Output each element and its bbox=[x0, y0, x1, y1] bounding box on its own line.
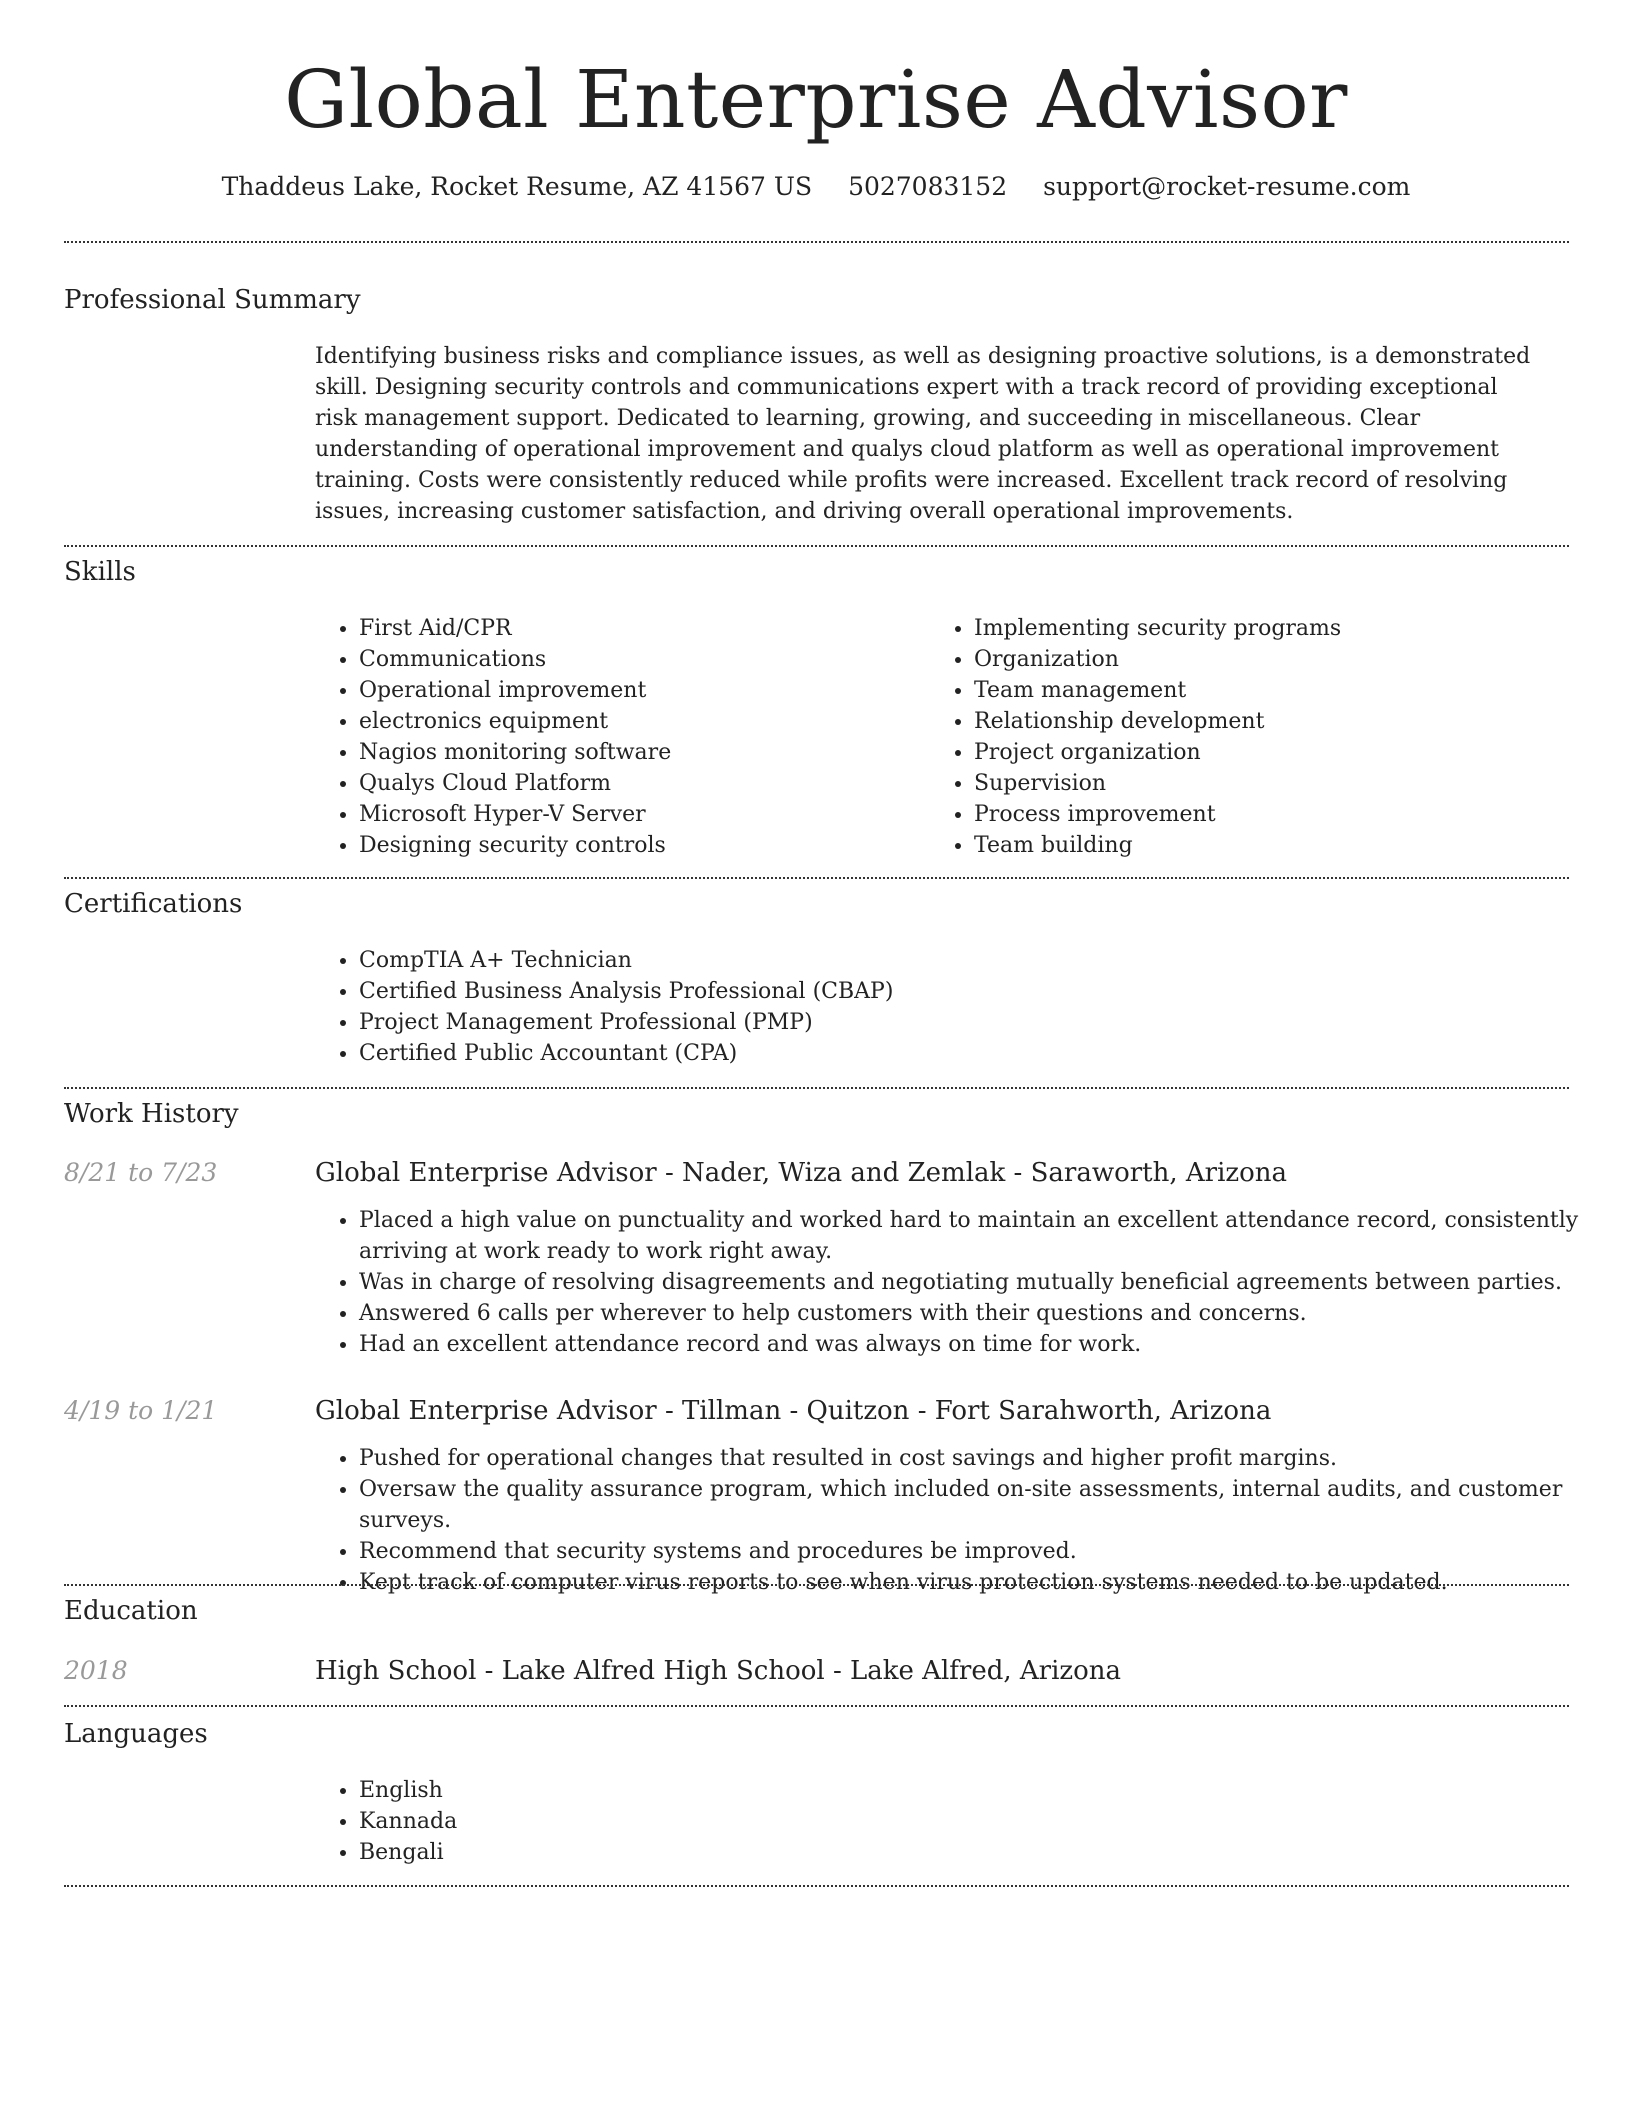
list-item: • Microsoft Hyper-V Server bbox=[359, 799, 671, 830]
divider bbox=[64, 1087, 1569, 1089]
list-item: • Oversaw the quality assurance program, which included on-site assessments, internal audits, and customer surveys. bbox=[359, 1474, 1589, 1536]
job-title bbox=[315, 1156, 1287, 1190]
divider bbox=[64, 877, 1569, 879]
list-item: • Was in charge of resolving disagreements and negotiating mutually beneficial agreements between parties. bbox=[359, 1267, 1589, 1298]
job-role: Global Enterprise Advisor bbox=[315, 1158, 657, 1188]
list-item: • English bbox=[359, 1775, 457, 1806]
education-school: - Lake Alfred High School - Lake Alfred, Arizona bbox=[476, 1656, 1122, 1686]
list-item: • Team management bbox=[974, 675, 1341, 706]
list-item: • Project Management Professional (PMP) bbox=[359, 1007, 893, 1038]
contact-email: support@rocket-resume.com bbox=[1043, 172, 1411, 201]
job-dates: 4/19 to 1/21 bbox=[64, 1396, 218, 1425]
section-title-education: Education bbox=[64, 1596, 198, 1626]
list-item: • Kannada bbox=[359, 1806, 457, 1837]
divider bbox=[64, 545, 1569, 547]
list-item: • Supervision bbox=[974, 768, 1341, 799]
list-item: • CompTIA A+ Technician bbox=[359, 945, 893, 976]
job-employer: - Tillman - Quitzon - Fort Sarahworth, Arizona bbox=[656, 1396, 1272, 1426]
list-item: • Answered 6 calls per wherever to help customers with their questions and concerns. bbox=[359, 1298, 1589, 1329]
list-item: • Kept track of computer virus reports to see when virus protection systems needed to be updated. bbox=[359, 1567, 1589, 1598]
languages-list bbox=[315, 1775, 457, 1868]
section-title-certifications: Certifications bbox=[64, 889, 243, 919]
job-employer: - Nader, Wiza and Zemlak - Saraworth, Arizona bbox=[656, 1158, 1287, 1188]
job-role: Global Enterprise Advisor bbox=[315, 1396, 657, 1426]
list-item: • Nagios monitoring software bbox=[359, 737, 671, 768]
job-dates: 8/21 to 7/23 bbox=[64, 1158, 218, 1187]
list-item: • Operational improvement bbox=[359, 675, 671, 706]
education-year: 2018 bbox=[64, 1656, 128, 1685]
section-title-skills: Skills bbox=[64, 557, 136, 587]
list-item: • Relationship development bbox=[974, 706, 1341, 737]
summary-text: Identifying business risks and compliance issues, as well as designing proactive solutions, is a demonstrated skill. Designing security controls and communications expert with a track record of providing exceptional risk management support. Dedicated to learning, growing, and succeeding in miscellaneous. Clear understanding of operational improvement and qualys cloud platform as well as operational improvement training. Costs were consistently reduced while profits were increased. Excellent track record of resolving issues, increasing customer satisfaction, and driving overall operational improvements. bbox=[315, 344, 1531, 524]
resume-name: Global Enterprise Advisor bbox=[284, 53, 1348, 146]
list-item: • Project organization bbox=[974, 737, 1341, 768]
list-item: • Had an excellent attendance record and was always on time for work. bbox=[359, 1329, 1589, 1360]
education-entry bbox=[315, 1654, 1121, 1688]
list-item: • Pushed for operational changes that resulted in cost savings and higher profit margins. bbox=[359, 1443, 1589, 1474]
job-bullets bbox=[315, 1205, 1589, 1360]
section-title-summary: Professional Summary bbox=[64, 285, 361, 315]
contact-address: Thaddeus Lake, Rocket Resume, AZ 41567 US bbox=[221, 172, 813, 201]
section-title-languages: Languages bbox=[64, 1719, 208, 1749]
skills-list-right bbox=[930, 613, 1341, 861]
contact-line bbox=[0, 170, 1632, 204]
job-bullets bbox=[315, 1443, 1589, 1598]
divider bbox=[64, 1705, 1569, 1707]
list-item: • Implementing security programs bbox=[974, 613, 1341, 644]
list-item: • Process improvement bbox=[974, 799, 1341, 830]
list-item: • First Aid/CPR bbox=[359, 613, 671, 644]
certifications-list bbox=[315, 945, 893, 1069]
list-item: • Organization bbox=[974, 644, 1341, 675]
list-item: • Communications bbox=[359, 644, 671, 675]
list-item: • Placed a high value on punctuality and worked hard to maintain an excellent attendance record, consistently arriving at work ready to work right away. bbox=[359, 1205, 1589, 1267]
list-item: • Certified Public Accountant (CPA) bbox=[359, 1038, 893, 1069]
education-degree: High School bbox=[315, 1656, 477, 1686]
list-item: • Certified Business Analysis Professional (CBAP) bbox=[359, 976, 893, 1007]
divider bbox=[64, 1584, 1569, 1586]
list-item: • electronics equipment bbox=[359, 706, 671, 737]
list-item: • Team building bbox=[974, 830, 1341, 861]
list-item: • Bengali bbox=[359, 1837, 457, 1868]
section-title-work-history: Work History bbox=[64, 1099, 239, 1129]
skills-list-left bbox=[315, 613, 671, 861]
divider bbox=[64, 241, 1569, 243]
contact-phone: 5027083152 bbox=[848, 172, 1008, 201]
divider bbox=[64, 1885, 1569, 1887]
list-item: • Qualys Cloud Platform bbox=[359, 768, 671, 799]
list-item: • Recommend that security systems and procedures be improved. bbox=[359, 1536, 1589, 1567]
list-item: • Designing security controls bbox=[359, 830, 671, 861]
job-title bbox=[315, 1394, 1271, 1428]
